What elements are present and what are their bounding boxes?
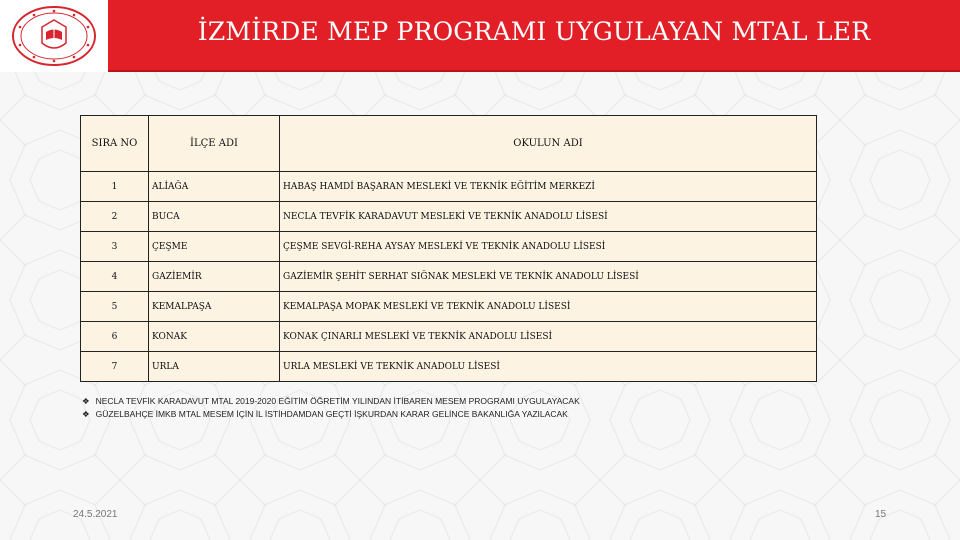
school-name: HABAŞ HAMDİ BAŞARAN MESLEKİ VE TEKNİK EĞİTİM MERKEZİ <box>280 172 817 202</box>
school-name: NECLA TEVFİK KARADAVUT MESLEKİ VE TEKNİK ANADOLU LİSESİ <box>280 202 817 232</box>
district-name: KONAK <box>149 322 280 352</box>
schools-table-container <box>80 115 816 381</box>
note-text: NECLA TEVFİK KARADAVUT MTAL 2019-2020 EĞİTİM ÖĞRETİM YILINDAN İTİBAREN MESEM PROGRAMI UYGULAYACAK <box>95 396 580 406</box>
row-number: 6 <box>81 322 149 352</box>
school-name: ÇEŞME SEVGİ-REHA AYSAY MESLEKİ VE TEKNİK ANADOLU LİSESİ <box>280 232 817 262</box>
table-row <box>81 232 817 262</box>
row-number: 1 <box>81 172 149 202</box>
page-title: İZMİRDE MEP PROGRAMI UYGULAYAN MTAL LER <box>197 17 871 46</box>
table-row <box>81 292 817 322</box>
district-name: ALİAĞA <box>149 172 280 202</box>
row-number: 3 <box>81 232 149 262</box>
diamond-bullet-icon: ❖ <box>82 396 90 406</box>
row-number: 7 <box>81 352 149 382</box>
note-item <box>82 395 782 408</box>
row-number: 5 <box>81 292 149 322</box>
column-header-ilce-adi: İLÇE ADI <box>149 116 280 172</box>
school-name: KEMALPAŞA MOPAK MESLEKİ VE TEKNİK ANADOLU LİSESİ <box>280 292 817 322</box>
table-row <box>81 352 817 382</box>
table-row <box>81 202 817 232</box>
column-header-sira-no: SIRA NO <box>81 116 149 172</box>
district-name: BUCA <box>149 202 280 232</box>
school-name: URLA MESLEKİ VE TEKNİK ANADOLU LİSESİ <box>280 352 817 382</box>
column-header-okulun-adi: OKULUN ADI <box>280 116 817 172</box>
schools-table <box>80 115 817 382</box>
school-name: GAZİEMİR ŞEHİT SERHAT SIĞNAK MESLEKİ VE TEKNİK ANADOLU LİSESİ <box>280 262 817 292</box>
district-name: ÇEŞME <box>149 232 280 262</box>
district-name: URLA <box>149 352 280 382</box>
diamond-bullet-icon: ❖ <box>82 409 90 419</box>
note-text: GÜZELBAHÇE İMKB MTAL MESEM İÇİN İL İSTİHDAMDAN GEÇTİ İŞKURDAN KARAR GELİNCE BAKANLIĞA YAZILACAK <box>95 409 568 419</box>
note-item <box>82 408 782 421</box>
footer-date: 24.5.2021 <box>73 509 118 520</box>
row-number: 4 <box>81 262 149 292</box>
table-row <box>81 172 817 202</box>
meb-emblem-icon <box>10 5 98 67</box>
district-name: GAZİEMİR <box>149 262 280 292</box>
notes-list <box>82 395 782 421</box>
page-number: 15 <box>875 509 887 520</box>
table-header-row <box>81 116 817 172</box>
table-row <box>81 262 817 292</box>
row-number: 2 <box>81 202 149 232</box>
school-name: KONAK ÇINARLI MESLEKİ VE TEKNİK ANADOLU LİSESİ <box>280 322 817 352</box>
table-row <box>81 322 817 352</box>
district-name: KEMALPAŞA <box>149 292 280 322</box>
